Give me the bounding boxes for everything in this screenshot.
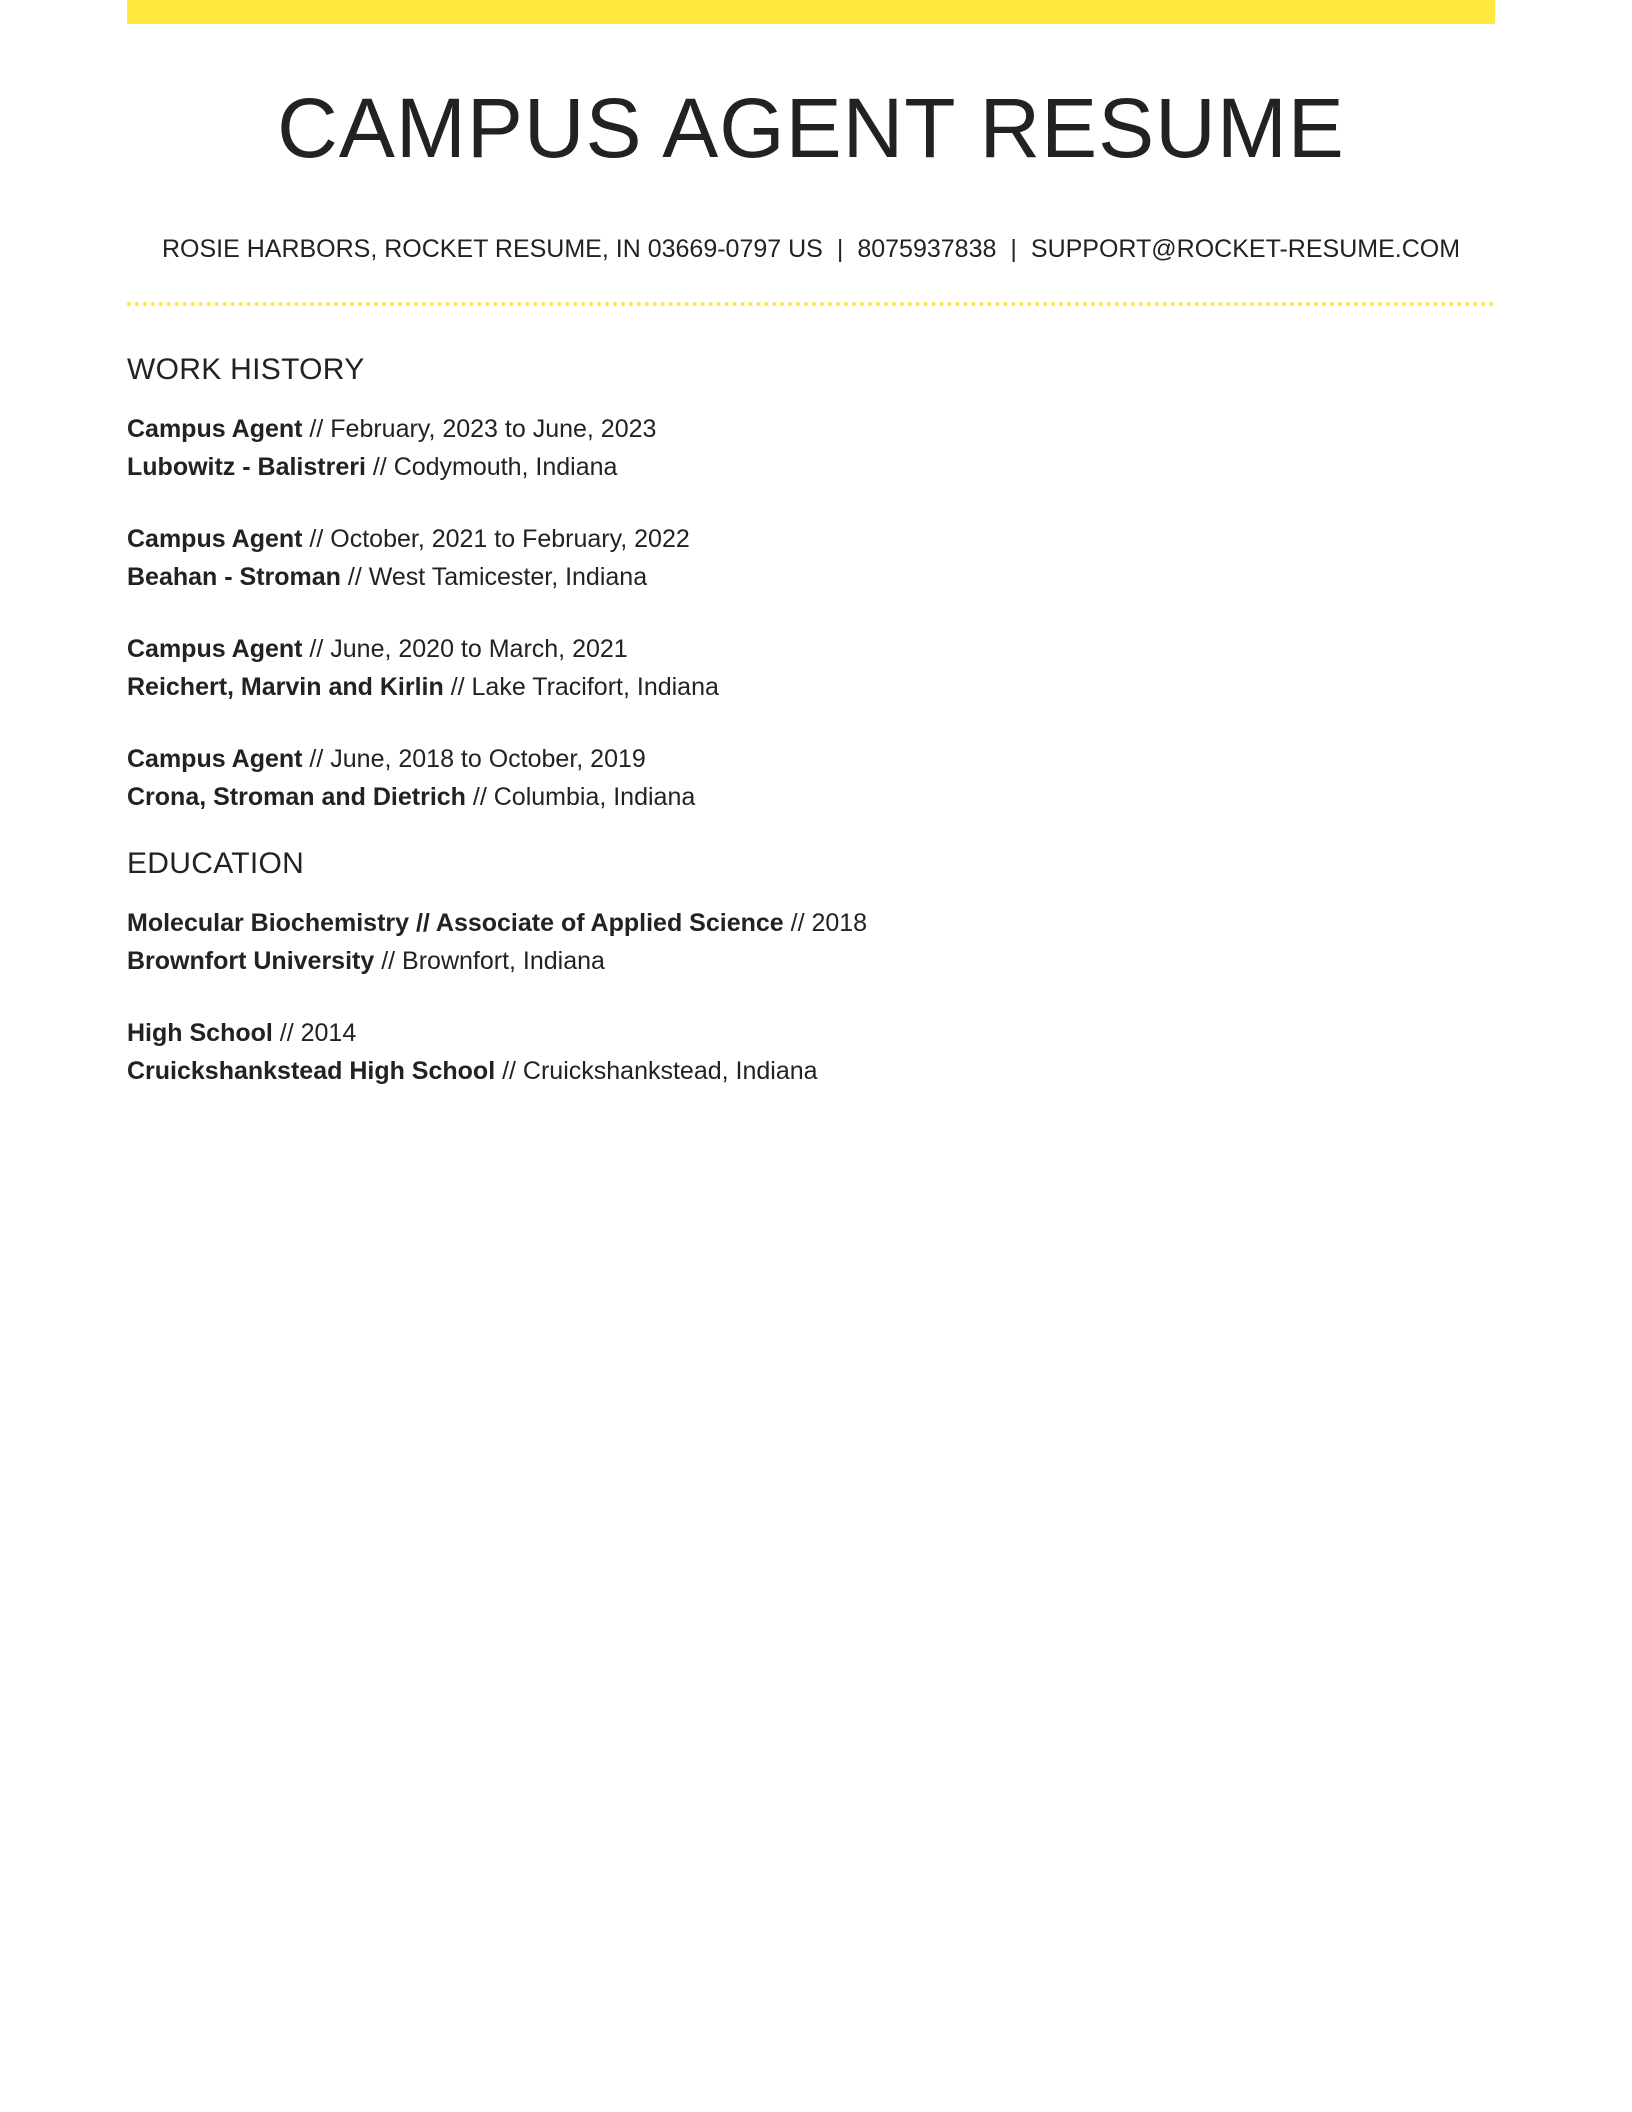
job-company: Reichert, Marvin and Kirlin xyxy=(127,673,444,702)
contact-separator: | xyxy=(836,235,844,264)
job-entry xyxy=(127,630,1495,706)
education-entry xyxy=(127,1014,1495,1090)
education-heading: EDUCATION xyxy=(127,847,305,881)
job-title: Campus Agent xyxy=(127,635,303,664)
work-history-heading: WORK HISTORY xyxy=(127,353,365,387)
job-company-line xyxy=(127,448,1495,486)
accent-bar xyxy=(127,0,1495,24)
education-entry xyxy=(127,904,1495,980)
contact-separator: | xyxy=(1010,235,1017,264)
page-title: CAMPUS AGENT RESUME xyxy=(277,81,1345,175)
contact-address: ROSIE HARBORS, ROCKET RESUME, IN 03669-0797 US xyxy=(161,235,823,264)
contact-phone: 8075937838 xyxy=(857,235,997,264)
school-line xyxy=(127,942,1495,980)
resume-page xyxy=(127,0,1495,1090)
job-company: Beahan - Stroman xyxy=(127,563,341,592)
job-company-line xyxy=(127,668,1495,706)
job-entry xyxy=(127,740,1495,816)
job-entry xyxy=(127,410,1495,486)
job-dates: // June, 2020 to March, 2021 xyxy=(302,635,628,664)
school-line xyxy=(127,1052,1495,1090)
degree: Molecular Biochemistry // Associate of Applied Science xyxy=(127,909,784,938)
contact-email: SUPPORT@ROCKET-RESUME.COM xyxy=(1030,235,1461,264)
work-history-section xyxy=(127,352,1495,816)
job-title-line xyxy=(127,410,1495,448)
degree-year: // 2018 xyxy=(783,909,868,938)
degree: High School xyxy=(127,1019,273,1048)
job-company-line xyxy=(127,778,1495,816)
job-title-line xyxy=(127,740,1495,778)
job-company-line xyxy=(127,558,1495,596)
job-location: // Lake Tracifort, Indiana xyxy=(443,673,719,702)
school-name: Brownfort University xyxy=(127,947,375,976)
school-location: // Cruickshankstead, Indiana xyxy=(495,1057,818,1086)
job-title: Campus Agent xyxy=(127,415,303,444)
job-title: Campus Agent xyxy=(127,525,303,554)
job-location: // Columbia, Indiana xyxy=(465,783,696,812)
job-entry xyxy=(127,520,1495,596)
dotted-divider xyxy=(127,302,1495,306)
job-company: Crona, Stroman and Dietrich xyxy=(127,783,466,812)
school-location: // Brownfort, Indiana xyxy=(374,947,605,976)
job-company: Lubowitz - Balistreri xyxy=(127,453,366,482)
school-name: Cruickshankstead High School xyxy=(127,1057,496,1086)
job-dates: // June, 2018 to October, 2019 xyxy=(302,745,646,774)
job-location: // West Tamicester, Indiana xyxy=(340,563,648,592)
job-location: // Codymouth, Indiana xyxy=(365,453,618,482)
job-title-line xyxy=(127,520,1495,558)
job-title-line xyxy=(127,630,1495,668)
degree-line xyxy=(127,1014,1495,1052)
job-dates: // October, 2021 to February, 2022 xyxy=(302,525,690,554)
job-title: Campus Agent xyxy=(127,745,303,774)
degree-line xyxy=(127,904,1495,942)
degree-year: // 2014 xyxy=(272,1019,357,1048)
job-dates: // February, 2023 to June, 2023 xyxy=(302,415,657,444)
education-section xyxy=(127,846,1495,1090)
contact-info xyxy=(127,234,1495,264)
